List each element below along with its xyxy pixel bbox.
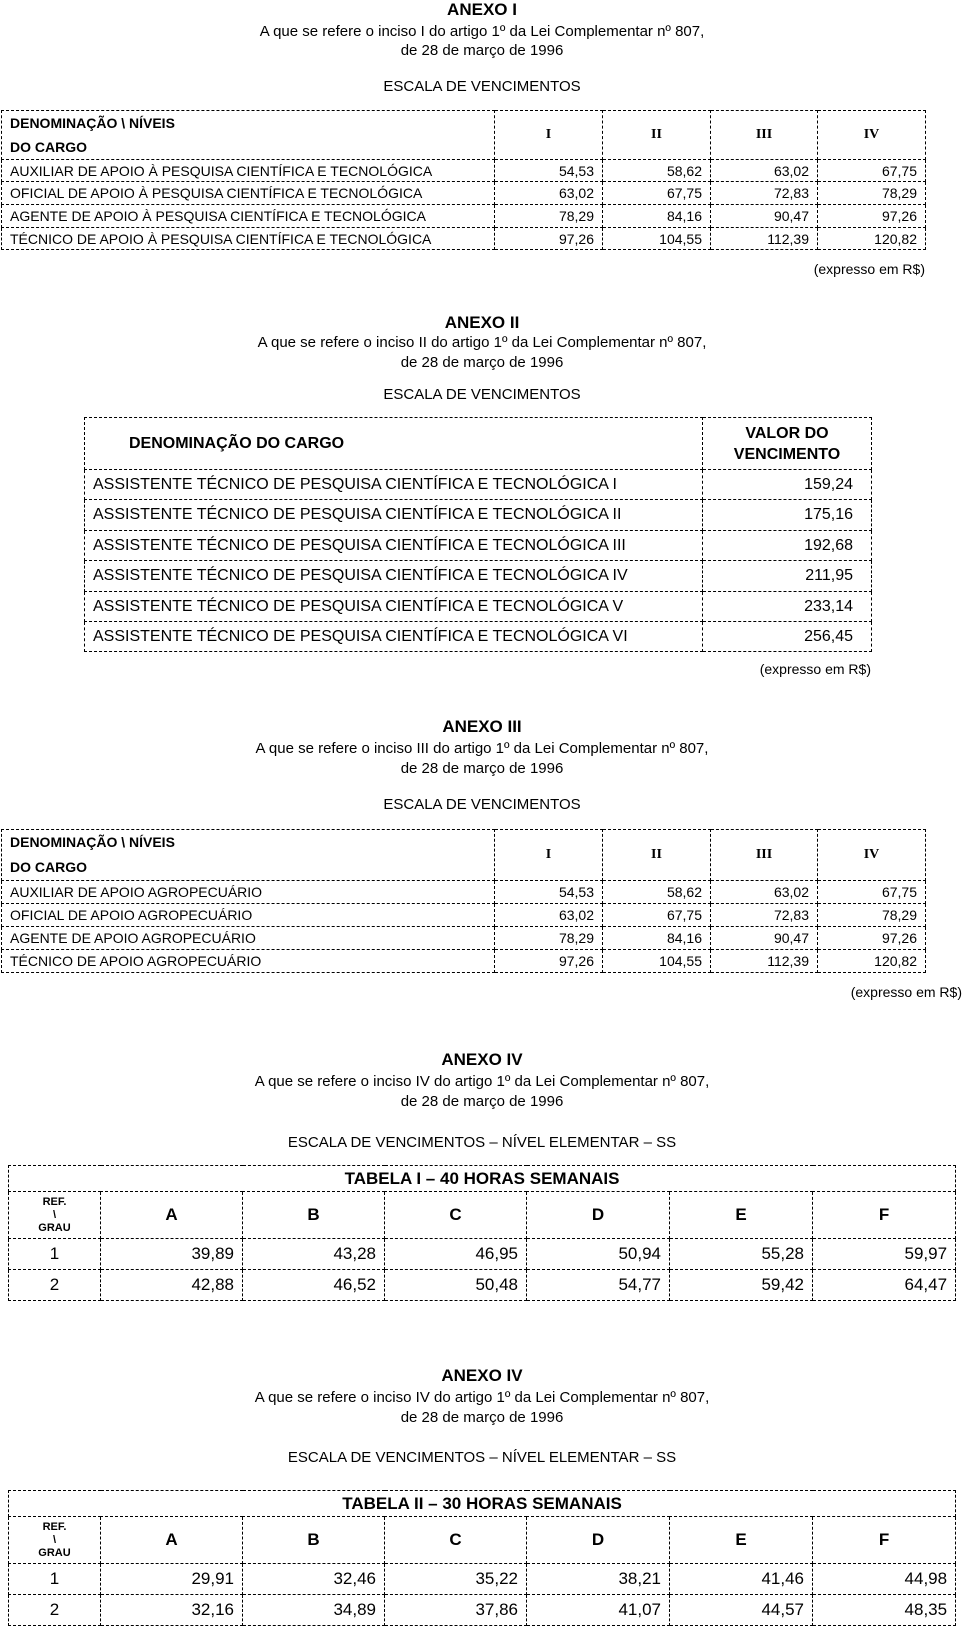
table-caption-row [9, 1491, 956, 1517]
value-cell: 29,91 [101, 1564, 243, 1595]
anexo-2-unit: (expresso em R$) [759, 661, 871, 677]
header-line-2: DO CARGO [10, 139, 87, 155]
table-row [2, 160, 926, 182]
anexo-4a-title: ANEXO IV [441, 1050, 523, 1069]
anexo-3-unit: (expresso em R$) [850, 984, 962, 1000]
value-cell: 72,83 [711, 182, 818, 205]
value-cell: 120,82 [818, 228, 926, 250]
header-level-1: I [495, 830, 603, 881]
anexo-2-table [84, 417, 872, 652]
value-cell: 58,62 [603, 160, 711, 182]
cargo-name: AGENTE DE APOIO À PESQUISA CIENTÍFICA E TECNOLÓGICA [2, 205, 495, 228]
header-denominacao [2, 111, 495, 160]
cargo-name: ASSISTENTE TÉCNICO DE PESQUISA CIENTÍFICA E TECNOLÓGICA VI [85, 622, 703, 652]
table-row [2, 182, 926, 205]
value-cell: 37,86 [385, 1595, 527, 1626]
grau-cell: 1 [9, 1239, 101, 1270]
value-cell: 63,02 [495, 182, 603, 205]
value-cell: 44,98 [813, 1564, 956, 1595]
anexo-4a-escala: ESCALA DE VENCIMENTOS – NÍVEL ELEMENTAR – SS [287, 1134, 677, 1151]
value-cell: 46,52 [243, 1270, 385, 1301]
value-cell: 233,14 [703, 592, 872, 622]
anexo-3-title: ANEXO III [442, 717, 522, 736]
header-level-4: IV [818, 111, 926, 160]
table-header-row [9, 1517, 956, 1564]
anexo-4b-reference: A que se refere o inciso IV do artigo 1º da Lei Complementar nº 807, [254, 1389, 710, 1406]
anexo-4b-title: ANEXO IV [441, 1366, 523, 1385]
header-ref-e: E [670, 1192, 813, 1239]
table-row [85, 592, 872, 622]
header-level-2: II [603, 830, 711, 881]
cargo-name: ASSISTENTE TÉCNICO DE PESQUISA CIENTÍFICA E TECNOLÓGICA I [85, 470, 703, 500]
table-row [85, 500, 872, 531]
grau-cell: 2 [9, 1270, 101, 1301]
table-header-row [2, 111, 926, 160]
value-cell: 97,26 [495, 950, 603, 973]
header-denominacao [2, 830, 495, 881]
value-cell: 50,48 [385, 1270, 527, 1301]
header-valor [703, 418, 872, 470]
value-cell: 84,16 [603, 927, 711, 950]
value-cell: 42,88 [101, 1270, 243, 1301]
header-ref-a: A [101, 1517, 243, 1564]
value-cell: 120,82 [818, 950, 926, 973]
table-caption: TABELA II – 30 HORAS SEMANAIS [9, 1491, 956, 1517]
value-cell: 32,46 [243, 1564, 385, 1595]
anexo-4b-escala: ESCALA DE VENCIMENTOS – NÍVEL ELEMENTAR – SS [287, 1449, 677, 1466]
header-level-3: III [711, 111, 818, 160]
table-row [85, 531, 872, 561]
anexo-4b-date: de 28 de março de 1996 [400, 1409, 564, 1426]
cargo-name: AUXILIAR DE APOIO À PESQUISA CIENTÍFICA E TECNOLÓGICA [2, 160, 495, 182]
header-ref-f: F [813, 1517, 956, 1564]
anexo-2-title: ANEXO II [444, 313, 520, 332]
anexo-3-escala: ESCALA DE VENCIMENTOS [383, 796, 581, 813]
header-sep: \ [52, 1533, 57, 1546]
value-cell: 90,47 [711, 927, 818, 950]
value-cell: 104,55 [603, 228, 711, 250]
value-cell: 54,77 [527, 1270, 670, 1301]
anexo-1-date: de 28 de março de 1996 [400, 42, 564, 59]
anexo-4a-table [8, 1165, 956, 1301]
value-cell: 192,68 [703, 531, 872, 561]
header-ref-c: C [385, 1192, 527, 1239]
value-cell: 104,55 [603, 950, 711, 973]
anexo-3-table [1, 829, 926, 973]
value-cell: 72,83 [711, 904, 818, 927]
table-header-row [85, 418, 872, 470]
value-cell: 78,29 [818, 904, 926, 927]
header-ref-d: D [527, 1192, 670, 1239]
header-valor-line-1: VALOR DO [745, 424, 829, 442]
table-row [9, 1270, 956, 1301]
table-row [2, 950, 926, 973]
header-grau: GRAU [38, 1546, 71, 1559]
header-ref-c: C [385, 1517, 527, 1564]
header-grau: GRAU [38, 1221, 71, 1234]
cargo-name: ASSISTENTE TÉCNICO DE PESQUISA CIENTÍFICA E TECNOLÓGICA V [85, 592, 703, 622]
value-cell: 35,22 [385, 1564, 527, 1595]
value-cell: 67,75 [818, 881, 926, 904]
value-cell: 48,35 [813, 1595, 956, 1626]
cargo-name: OFICIAL DE APOIO À PESQUISA CIENTÍFICA E TECNOLÓGICA [2, 182, 495, 205]
table-row [2, 205, 926, 228]
value-cell: 43,28 [243, 1239, 385, 1270]
header-level-1: I [495, 111, 603, 160]
value-cell: 58,62 [603, 881, 711, 904]
value-cell: 41,46 [670, 1564, 813, 1595]
value-cell: 78,29 [495, 205, 603, 228]
value-cell: 90,47 [711, 205, 818, 228]
header-ref-b: B [243, 1517, 385, 1564]
header-ref: REF. [42, 1520, 67, 1533]
header-ref-f: F [813, 1192, 956, 1239]
value-cell: 67,75 [603, 904, 711, 927]
value-cell: 54,53 [495, 881, 603, 904]
value-cell: 97,26 [495, 228, 603, 250]
anexo-4b-table [8, 1490, 956, 1626]
table-caption: TABELA I – 40 HORAS SEMANAIS [9, 1166, 956, 1192]
cargo-name: ASSISTENTE TÉCNICO DE PESQUISA CIENTÍFICA E TECNOLÓGICA IV [85, 561, 703, 592]
value-cell: 112,39 [711, 950, 818, 973]
value-cell: 46,95 [385, 1239, 527, 1270]
header-ref-d: D [527, 1517, 670, 1564]
anexo-3-date: de 28 de março de 1996 [400, 760, 564, 777]
header-ref-e: E [670, 1517, 813, 1564]
value-cell: 38,21 [527, 1564, 670, 1595]
table-row [2, 228, 926, 250]
table-row [9, 1564, 956, 1595]
value-cell: 112,39 [711, 228, 818, 250]
cargo-name: ASSISTENTE TÉCNICO DE PESQUISA CIENTÍFICA E TECNOLÓGICA II [85, 500, 703, 531]
value-cell: 41,07 [527, 1595, 670, 1626]
anexo-2-date: de 28 de março de 1996 [400, 354, 564, 371]
value-cell: 34,89 [243, 1595, 385, 1626]
value-cell: 67,75 [818, 160, 926, 182]
grau-cell: 1 [9, 1564, 101, 1595]
value-cell: 211,95 [703, 561, 872, 592]
header-level-2: II [603, 111, 711, 160]
value-cell: 63,02 [495, 904, 603, 927]
grau-cell: 2 [9, 1595, 101, 1626]
cargo-name: AGENTE DE APOIO AGROPECUÁRIO [2, 927, 495, 950]
cargo-name: OFICIAL DE APOIO AGROPECUÁRIO [2, 904, 495, 927]
value-cell: 84,16 [603, 205, 711, 228]
cargo-name: ASSISTENTE TÉCNICO DE PESQUISA CIENTÍFICA E TECNOLÓGICA III [85, 531, 703, 561]
value-cell: 44,57 [670, 1595, 813, 1626]
value-cell: 59,42 [670, 1270, 813, 1301]
value-cell: 256,45 [703, 622, 872, 652]
anexo-1-escala: ESCALA DE VENCIMENTOS [383, 78, 581, 95]
header-line-1: DENOMINAÇÃO \ NÍVEIS [10, 115, 175, 131]
value-cell: 97,26 [818, 927, 926, 950]
anexo-4a-reference: A que se refere o inciso IV do artigo 1º da Lei Complementar nº 807, [254, 1073, 710, 1090]
value-cell: 78,29 [818, 182, 926, 205]
anexo-3-reference: A que se refere o inciso III do artigo 1º da Lei Complementar nº 807, [255, 740, 709, 757]
anexo-1-title: ANEXO I [447, 0, 517, 19]
value-cell: 67,75 [603, 182, 711, 205]
value-cell: 63,02 [711, 160, 818, 182]
value-cell: 55,28 [670, 1239, 813, 1270]
header-valor-line-2: VENCIMENTO [733, 445, 841, 463]
anexo-4a-date: de 28 de março de 1996 [400, 1093, 564, 1110]
cargo-name: TÉCNICO DE APOIO À PESQUISA CIENTÍFICA E TECNOLÓGICA [2, 228, 495, 250]
header-level-4: IV [818, 830, 926, 881]
header-level-3: III [711, 830, 818, 881]
value-cell: 50,94 [527, 1239, 670, 1270]
table-row [85, 470, 872, 500]
table-header-row [9, 1192, 956, 1239]
anexo-2-escala: ESCALA DE VENCIMENTOS [383, 386, 581, 403]
header-line-1: DENOMINAÇÃO \ NÍVEIS [10, 834, 175, 850]
header-ref-grau [9, 1517, 101, 1564]
value-cell: 175,16 [703, 500, 872, 531]
table-row [2, 904, 926, 927]
header-ref: REF. [42, 1195, 67, 1208]
table-caption-row [9, 1166, 956, 1192]
value-cell: 39,89 [101, 1239, 243, 1270]
anexo-1-reference: A que se refere o inciso I do artigo 1º da Lei Complementar nº 807, [259, 23, 705, 40]
anexo-2-reference: A que se refere o inciso II do artigo 1º da Lei Complementar nº 807, [257, 334, 707, 351]
cargo-name: AUXILIAR DE APOIO AGROPECUÁRIO [2, 881, 495, 904]
value-cell: 97,26 [818, 205, 926, 228]
value-cell: 59,97 [813, 1239, 956, 1270]
table-row [9, 1595, 956, 1626]
header-line-2: DO CARGO [10, 859, 87, 875]
value-cell: 78,29 [495, 927, 603, 950]
table-row [85, 561, 872, 592]
value-cell: 159,24 [703, 470, 872, 500]
header-ref-a: A [101, 1192, 243, 1239]
cargo-name: TÉCNICO DE APOIO AGROPECUÁRIO [2, 950, 495, 973]
anexo-1-table [1, 110, 926, 250]
anexo-1-unit: (expresso em R$) [813, 261, 925, 277]
header-ref-grau [9, 1192, 101, 1239]
value-cell: 54,53 [495, 160, 603, 182]
table-row [2, 881, 926, 904]
table-header-row [2, 830, 926, 881]
value-cell: 64,47 [813, 1270, 956, 1301]
header-sep: \ [52, 1208, 57, 1221]
value-cell: 32,16 [101, 1595, 243, 1626]
table-row [2, 927, 926, 950]
header-denominacao: DENOMINAÇÃO DO CARGO [85, 418, 703, 470]
table-row [9, 1239, 956, 1270]
table-row [85, 622, 872, 652]
value-cell: 63,02 [711, 881, 818, 904]
header-ref-b: B [243, 1192, 385, 1239]
